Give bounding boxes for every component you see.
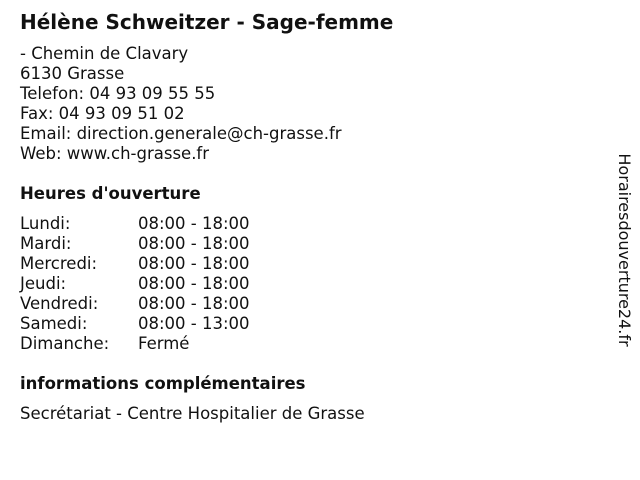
time-range: 08:00 - 18:00 xyxy=(138,254,250,273)
hours-row-samedi xyxy=(20,314,250,334)
time-range: 08:00 - 18:00 xyxy=(138,274,250,293)
phone-number: Telefon: 04 93 09 55 55 xyxy=(20,84,216,103)
city: 6130 Grasse xyxy=(20,64,125,83)
hours-row-mercredi xyxy=(20,254,250,274)
site-watermark: Horairesdouverture24.fr xyxy=(615,153,634,347)
email-address: Email: direction.generale@ch-grasse.fr xyxy=(20,124,342,143)
time-range: 08:00 - 18:00 xyxy=(138,214,250,233)
day-label: Vendredi: xyxy=(20,294,99,313)
time-range: 08:00 - 18:00 xyxy=(138,294,250,313)
contact-block xyxy=(20,44,342,164)
hours-row-lundi xyxy=(20,214,250,234)
street-address: - Chemin de Clavary xyxy=(20,44,189,63)
day-label: Lundi: xyxy=(20,214,71,233)
additional-info-heading: informations complémentaires xyxy=(20,374,306,393)
website: Web: www.ch-grasse.fr xyxy=(20,144,210,163)
day-label: Samedi: xyxy=(20,314,88,333)
day-label: Jeudi: xyxy=(20,274,67,293)
hours-row-mardi xyxy=(20,234,250,254)
time-range: 08:00 - 13:00 xyxy=(138,314,250,333)
additional-info-text: Secrétariat - Centre Hospitalier de Grasse xyxy=(20,404,365,423)
day-label: Mercredi: xyxy=(20,254,98,273)
hours-row-jeudi xyxy=(20,274,250,294)
time-range: Fermé xyxy=(138,334,190,353)
day-label: Mardi: xyxy=(20,234,72,253)
day-label: Dimanche: xyxy=(20,334,110,353)
time-range: 08:00 - 18:00 xyxy=(138,234,250,253)
hours-row-dimanche xyxy=(20,334,250,354)
hours-row-vendredi xyxy=(20,294,250,314)
opening-hours-heading: Heures d'ouverture xyxy=(20,184,201,203)
page-title: Hélène Schweitzer - Sage-femme xyxy=(20,10,394,34)
fax-number: Fax: 04 93 09 51 02 xyxy=(20,104,185,123)
opening-hours-table xyxy=(20,214,250,354)
